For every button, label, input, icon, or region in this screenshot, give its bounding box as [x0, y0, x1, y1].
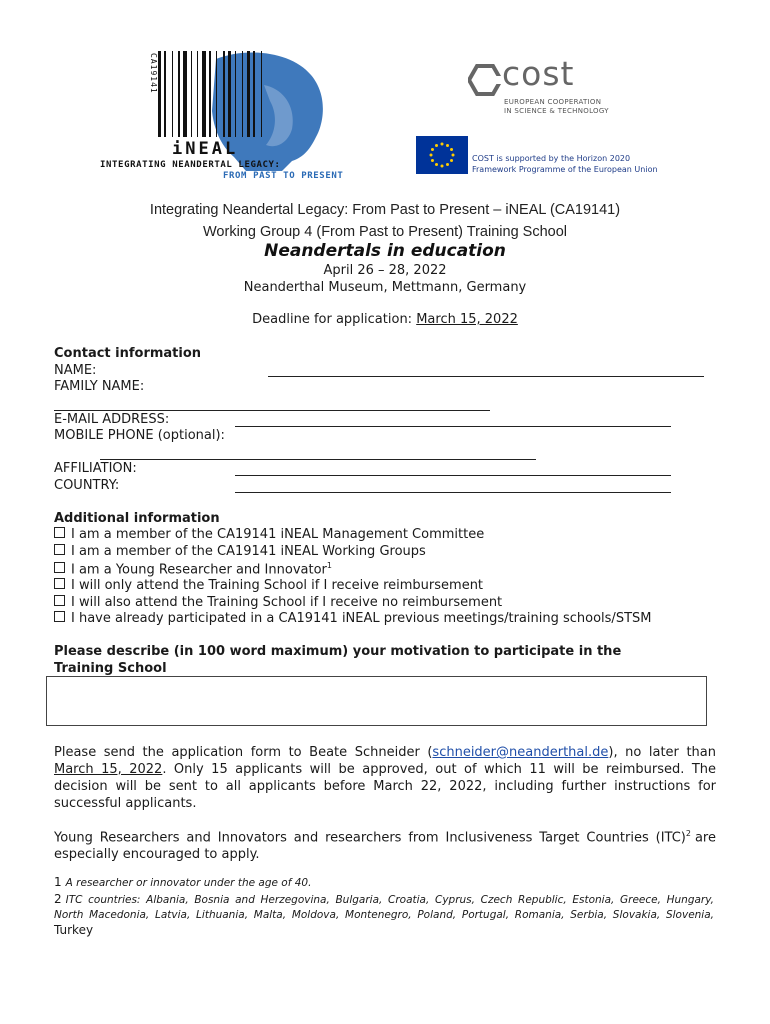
eu-star — [435, 163, 438, 166]
deadline-date: March 15, 2022 — [416, 312, 518, 327]
mobile-label: MOBILE PHONE (optional): — [54, 428, 225, 443]
barcode-bar — [178, 51, 180, 137]
eu-star — [450, 159, 453, 162]
option-label: I am a member of the CA19141 iNEAL Management Committee — [71, 527, 485, 542]
event-title: Integrating Neandertal Legacy: From Past to Present – iNEAL (CA19141) — [149, 202, 621, 218]
option-label: I have already participated in a CA19141 iNEAL previous meetings/training schools/STSM — [71, 611, 652, 626]
family-name-field[interactable] — [54, 410, 490, 411]
option-working-groups[interactable] — [54, 544, 426, 559]
eu-star — [441, 143, 444, 146]
deadline-label: Deadline for application: — [252, 312, 417, 327]
eu-star — [430, 154, 433, 157]
email-field[interactable] — [235, 426, 671, 427]
barcode-bar — [228, 51, 231, 137]
email-link[interactable]: schneider@neanderthal.de — [432, 745, 609, 760]
barcode-bar — [253, 51, 255, 137]
option-reimbursement-only[interactable] — [54, 578, 483, 593]
eu-star — [446, 163, 449, 166]
cost-subtitle-2: IN SCIENCE & TECHNOLOGY — [504, 107, 609, 115]
barcode-bar — [247, 51, 250, 137]
barcode-bar — [164, 51, 166, 137]
eu-flag-icon — [416, 136, 468, 174]
option-label: I will also attend the Training School if I receive no reimbursement — [71, 595, 503, 610]
submission-instructions — [54, 744, 716, 812]
application-deadline — [0, 312, 770, 327]
itc-text: Young Researchers and Innovators and researchers from Inclusiveness Target Countries (ITC) — [54, 830, 686, 846]
cost-subtitle-1: EUROPEAN COOPERATION — [504, 98, 602, 106]
training-school-title: Neandertals in education — [264, 241, 506, 261]
country-label: COUNTRY: — [54, 478, 120, 493]
barcode-bar — [209, 51, 211, 137]
barcode-bar — [158, 51, 161, 137]
cost-hexagon-icon — [468, 64, 502, 96]
checkbox[interactable] — [54, 578, 65, 589]
eu-funding-text-1: COST is supported by the Horizon 2020 — [472, 154, 631, 163]
affiliation-label: AFFILIATION: — [54, 461, 137, 476]
option-label: I am a Young Researcher and Innovator — [71, 562, 327, 578]
barcode-bar — [202, 51, 206, 137]
eu-star — [441, 165, 444, 168]
ineal-wordmark: iNEAL — [172, 139, 239, 159]
instructions-text: Please send the application form to Beate Schneider ( — [54, 745, 433, 760]
itc-encouragement — [54, 825, 716, 863]
instructions-text: . Only 15 applicants will be approved, out of which 11 will be reimbursed. The decision will be sent to all applicants before March 22, 2022, including further instructions for successful applicants. — [54, 762, 716, 811]
itc-text-end: are especially encouraged to apply. — [54, 830, 716, 863]
eu-funding-text-2: Framework Programme of the European Union — [472, 165, 658, 174]
ineal-code-vertical: CA19141 — [149, 53, 158, 94]
country-field[interactable] — [235, 492, 671, 493]
option-no-reimbursement[interactable] — [54, 595, 502, 610]
barcode-bar — [235, 51, 236, 137]
event-dates: April 26 – 28, 2022 — [323, 263, 447, 278]
barcode-bar — [191, 51, 192, 137]
eu-star — [450, 148, 453, 151]
barcode-bar — [172, 51, 173, 137]
checkbox[interactable] — [54, 562, 65, 573]
event-subtitle: Working Group 4 (From Past to Present) Training School — [203, 224, 567, 240]
cost-logo — [468, 54, 618, 117]
option-management-committee[interactable] — [54, 527, 484, 542]
motivation-prompt: Please describe (in 100 word maximum) your motivation to participate in the — [54, 644, 622, 659]
name-field[interactable] — [268, 376, 704, 377]
option-young-researcher[interactable] — [54, 561, 332, 577]
barcode-bar — [197, 51, 198, 137]
motivation-prompt-cont: Training School — [54, 661, 167, 676]
option-previous-participation[interactable] — [54, 611, 651, 626]
footnote-1 — [54, 875, 714, 891]
footnote-ref: 2 — [685, 829, 691, 838]
email-label: E-MAIL ADDRESS: — [54, 412, 170, 427]
checkbox[interactable] — [54, 611, 65, 622]
cost-wordmark: cost — [502, 54, 575, 93]
affiliation-field[interactable] — [235, 475, 671, 476]
checkbox[interactable] — [54, 544, 65, 555]
eu-star — [446, 144, 449, 147]
family-name-label: FAMILY NAME: — [54, 379, 145, 394]
footnote-text-last: Turkey — [54, 923, 94, 937]
footnote-text: ITC countries: Albania, Bosnia and Herzegovina, Bulgaria, Croatia, Cyprus, Czech Republic, Estonia, Greece, Hungary, North Macedonia, Latvia, Lithuania, Malta, Moldova, Montenegro, Poland, Portugal, Romania, Serbia, Slovakia, Slovenia, — [54, 894, 714, 921]
eu-funding-block — [416, 136, 716, 178]
option-label: I will only attend the Training School if I receive reimbursement — [71, 578, 484, 593]
ineal-tagline: INTEGRATING NEANDERTAL LEGACY: — [100, 160, 281, 170]
footnote-2 — [54, 892, 714, 939]
eu-star — [435, 144, 438, 147]
eu-star — [452, 154, 455, 157]
footnote-number: 1 — [54, 875, 62, 889]
barcode-bar — [261, 51, 262, 137]
barcode-bar — [242, 51, 243, 137]
instructions-text: ), no later than — [608, 745, 716, 760]
ineal-tagline-sub: FROM PAST TO PRESENT — [223, 171, 344, 181]
barcode-bar — [183, 51, 187, 137]
footnote-ref: 1 — [326, 561, 332, 570]
mobile-field[interactable] — [100, 459, 536, 460]
motivation-textarea[interactable] — [46, 676, 707, 726]
name-label: NAME: — [54, 363, 97, 378]
barcode-bar — [223, 51, 225, 137]
checkbox[interactable] — [54, 595, 65, 606]
contact-heading: Contact information — [54, 346, 202, 361]
additional-heading: Additional information — [54, 511, 220, 526]
eu-star — [431, 148, 434, 151]
footnote-text: A researcher or innovator under the age of 40. — [65, 877, 312, 889]
checkbox[interactable] — [54, 527, 65, 538]
eu-star — [431, 159, 434, 162]
event-venue: Neanderthal Museum, Mettmann, Germany — [243, 280, 527, 295]
option-label: I am a member of the CA19141 iNEAL Working Groups — [71, 544, 426, 559]
footnote-number: 2 — [54, 892, 62, 906]
deadline-date-inline: March 15, 2022 — [54, 762, 163, 777]
barcode-bar — [216, 51, 217, 137]
